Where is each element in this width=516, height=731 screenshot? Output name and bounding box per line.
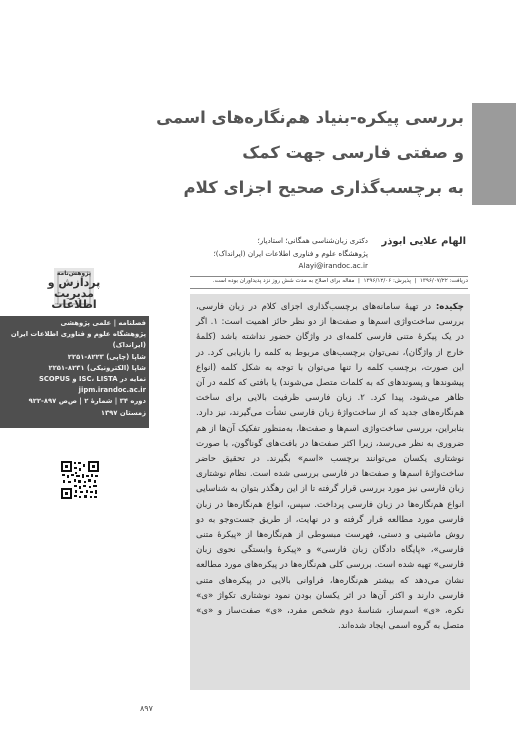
- article-dates: دریافت: ۱۳۹۶/۰۷/۲۲ | پذیرش: ۱۳۹۶/۱۲/۰۶ | مقاله برای اصلاح به مدت شش روز نزد پدیدآوران بوده است.: [212, 278, 468, 284]
- accepted-date: پذیرش: ۱۳۹۶/۱۲/۰۶: [363, 278, 411, 284]
- journal-info: [6, 318, 146, 419]
- abstract-label: چکیده:: [435, 302, 464, 312]
- logo-line-3: مدیریت: [54, 287, 94, 300]
- title-line-3: به برچسب‌گذاری صحیح اجزای کلام: [183, 178, 464, 197]
- affiliation-line-2: پژوهشگاه علوم و فناوری اطلاعات ایران (ایرانداک)؛: [213, 248, 368, 258]
- page-number: ۸۹۷: [140, 704, 153, 713]
- logo-line-4: اطلاعات: [51, 298, 97, 311]
- divider-top: [190, 276, 468, 277]
- affiliation-line-1: دکتری زبان‌شناسی همگانی؛ استادیار؛: [257, 236, 368, 245]
- journal-volume-issue: دوره ۳۴ | شمارهٔ ۲ | ص‌ص ۸۹۷-۹۲۲: [28, 397, 146, 406]
- journal-issn-print: شاپا (چاپی) ۸۲۲۳-۲۲۵۱: [67, 352, 146, 361]
- abstract: [196, 300, 464, 634]
- journal-indexing: نمایه در ISC، LISTA و SCOPUS: [39, 375, 146, 384]
- author-affiliation: [198, 235, 368, 273]
- logo-line-1: پژوهش‌نامه: [56, 270, 92, 277]
- journal-season: زمستان ۱۳۹۷: [100, 408, 146, 417]
- journal-info-line-1: فصلنامه | علمی پژوهشی: [60, 319, 146, 327]
- article-title: [120, 100, 464, 205]
- journal-website[interactable]: jipm.irandoc.ac.ir: [78, 386, 146, 395]
- gray-side-tab: [472, 103, 516, 205]
- received-date: دریافت: ۱۳۹۶/۰۷/۲۲: [419, 278, 468, 284]
- title-line-1: بررسی پیکره-بنیاد هم‌نگاره‌های اسمی: [156, 108, 464, 127]
- revision-note: مقاله برای اصلاح به مدت شش روز نزد پدیدآوران بوده است.: [212, 278, 355, 284]
- journal-logo-text: [44, 270, 104, 310]
- journal-issn-online: شاپا (الکترونیکی) ۸۲۳۱-۲۲۵۱: [48, 363, 146, 372]
- logo-line-2: پردازش و: [47, 276, 101, 289]
- author-email: Alayi@irandoc.ac.ir: [298, 261, 368, 270]
- qr-code-icon: [60, 460, 100, 500]
- author-name: الهام علایی ابوذر: [381, 236, 466, 247]
- title-line-2: و صفتی فارسی جهت کمک: [242, 143, 464, 162]
- divider-bottom: [190, 288, 468, 289]
- journal-info-line-3: (ایرانداک): [112, 341, 146, 350]
- abstract-text: در تهیهٔ سامانه‌های برچسب‌گذاری اجزای کلام در زبان فارسی، بررسی ساخت‌واژی اسم‌ها و صفت‌ها از دو نظر حائز اهمیت است: ۱. اگر در یک پیکرهٔ متنی فارسی کلمه‌ای در واژگان حضور نداشته باشد (کلمهٔ خارج از واژگان)، نمی‌توان برچسب‌های مربوط به کلمه را بازیابی کرد. در این صورت، برچسب کلمه را تنها می‌توان با توجه به شکل کلمه (انواع پیشوندها و پسوندهای که به کلمات متصل می‌شوند) یا بافتی که کلمه در آن ظاهر می‌شود، پیدا کرد. ۲. زبان فارسی ظرفیت بالایی برای ساخت هم‌نگاره‌های جدید که از ساخت‌واژهٔ زبان فارسی نشأت می‌گیرند، نیز دارد. بنابراین، بررسی ساخت‌واژی اسم‌ها و صفت‌ها، به‌منظور تفکیک آن‌ها از هم ضروری به نظر می‌رسد، زیرا اکثر صفت‌ها در بافت‌های گوناگون، با صورت نوشتاری یکسان می‌توانند برچسب «اسم» بگیرند. در تحقیق حاضر ساخت‌واژهٔ اسم‌ها و صفت‌ها در فارسی بررسی شده است. نظام نوشتاری زبان فارسی نیز مورد بررسی قرار گرفته تا از این رهگذر بتوان به شناسایی انواع هم‌نگاره‌ها در زبان فارسی پرداخت. سپس، انواع هم‌نگاره‌ها در زبان فارسی مورد مطالعه قرار گرفته و در نهایت، از طریق جست‌وجو به دو روش ماشینی و دستی، فهرست مبسوطی از هم‌نگاره‌ها از «پیکرهٔ متنی فارسی»، «پایگاه دادگان زبان فارسی» و «پیکرهٔ وابستگی نحوی زبان فارسی» تهیه شده است. بررسی کلی هم‌نگاره‌ها در پیکره‌های مورد مطالعه نشان می‌دهد که بیشتر هم‌نگاره‌ها، فراوانی بالایی در پیکره‌های متنی فارسی دارند و اکثر آن‌ها در اثر یکسان بودن نمود نوشتاری تکواژ «ی» نکره، «ی» اسم‌ساز، شناسهٔ دوم شخص مفرد، «ی» صفت‌ساز و «ی» متصل به گروه اسمی ایجاد شده‌اند.: [196, 302, 465, 632]
- journal-info-line-2: پژوهشگاه علوم و فناوری اطلاعات ایران: [10, 330, 146, 339]
